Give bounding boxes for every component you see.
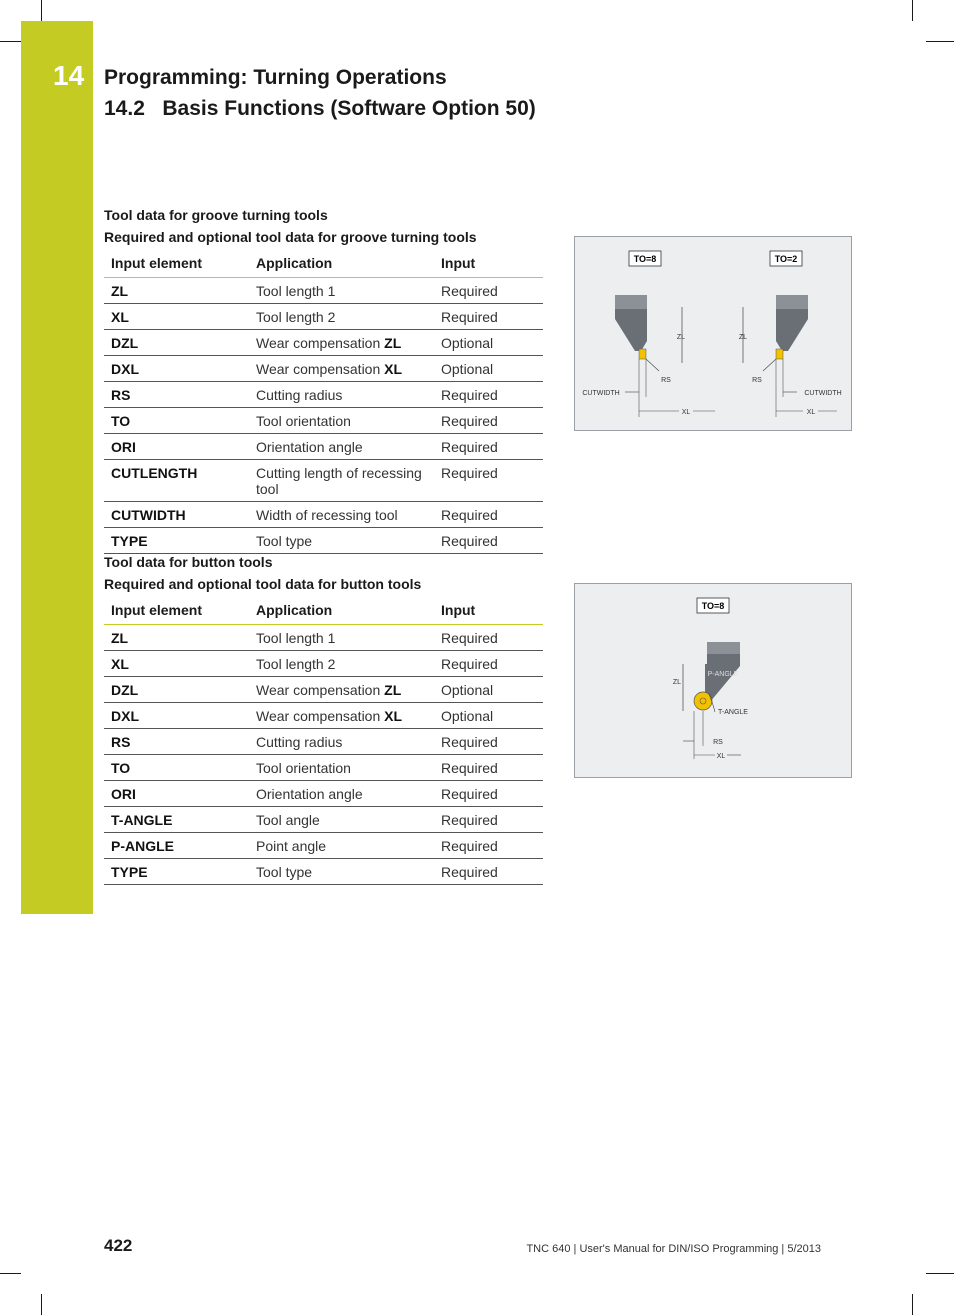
application-text: Width of recessing tool <box>256 507 398 523</box>
left-tool-shank <box>615 295 647 309</box>
application-cell <box>249 807 434 833</box>
application-cell <box>249 382 434 408</box>
left-zl-label: ZL <box>676 334 686 341</box>
groove-table <box>104 250 543 554</box>
crop-mark <box>912 1294 913 1315</box>
input-cell: Required <box>434 807 543 833</box>
crop-mark <box>41 1294 42 1315</box>
input-cell: Optional <box>434 356 543 382</box>
button-tool-figure <box>574 583 852 778</box>
table-row <box>104 460 543 502</box>
input-element-cell: XL <box>104 304 249 330</box>
application-cell <box>249 833 434 859</box>
left-cutwidth-label: CUTWIDTH <box>582 390 620 397</box>
application-cell <box>249 278 434 304</box>
input-element-cell: DXL <box>104 703 249 729</box>
groove-tool-diagram <box>575 237 851 430</box>
input-cell: Required <box>434 382 543 408</box>
application-cell <box>249 460 434 502</box>
chapter-title: Programming: Turning Operations <box>104 66 447 89</box>
column-header: Input <box>434 597 543 625</box>
input-element-cell: P-ANGLE <box>104 833 249 859</box>
application-text: Wear compensation <box>256 335 385 351</box>
application-text: Tool orientation <box>256 413 351 429</box>
zl-label: ZL <box>672 679 682 686</box>
to-label: TO=8 <box>701 601 725 611</box>
application-emphasis: XL <box>384 361 403 377</box>
to-left-label: TO=8 <box>633 254 657 264</box>
table-row <box>104 278 543 304</box>
table-row <box>104 781 543 807</box>
input-element-cell: TYPE <box>104 859 249 885</box>
application-cell <box>249 625 434 651</box>
table-row <box>104 434 543 460</box>
t-angle-label: T-ANGLE <box>718 709 748 716</box>
input-cell: Required <box>434 729 543 755</box>
section-title <box>104 97 536 121</box>
chapter-sidebar <box>21 21 93 914</box>
application-text: Wear compensation <box>256 361 385 377</box>
application-text: Tool length 2 <box>256 656 336 672</box>
column-header: Application <box>249 250 434 278</box>
p-angle-label: P-ANGLE <box>707 671 739 678</box>
table-row <box>104 729 543 755</box>
application-text: Orientation angle <box>256 786 363 802</box>
input-element-cell: TYPE <box>104 528 249 554</box>
application-cell <box>249 304 434 330</box>
left-xl-label: XL <box>681 409 691 416</box>
table-row <box>104 382 543 408</box>
button-tool-diagram <box>575 584 851 777</box>
application-emphasis: XL <box>384 708 403 724</box>
input-cell: Required <box>434 833 543 859</box>
page-number: 422 <box>104 1236 133 1255</box>
input-cell: Required <box>434 755 543 781</box>
input-cell: Required <box>434 408 543 434</box>
groove-tool-figure <box>574 236 852 431</box>
input-cell: Required <box>434 460 543 502</box>
input-element-cell: TO <box>104 408 249 434</box>
application-cell <box>249 781 434 807</box>
input-element-cell: ZL <box>104 625 249 651</box>
application-text: Wear compensation <box>256 708 385 724</box>
button-heading: Tool data for button tools <box>104 554 273 570</box>
section-number: 14.2 <box>104 97 145 120</box>
input-cell: Optional <box>434 703 543 729</box>
table-row <box>104 703 543 729</box>
column-header: Input element <box>104 250 249 278</box>
input-element-cell: DZL <box>104 677 249 703</box>
input-element-cell: RS <box>104 729 249 755</box>
input-cell: Optional <box>434 330 543 356</box>
input-element-cell: TO <box>104 755 249 781</box>
xl-label: XL <box>716 753 726 760</box>
application-text: Tool length 2 <box>256 309 336 325</box>
crop-mark <box>0 41 21 42</box>
application-cell <box>249 330 434 356</box>
right-cutwidth-label: CUTWIDTH <box>804 390 842 397</box>
button-table-body <box>104 625 543 885</box>
crop-mark <box>41 0 42 21</box>
input-cell: Required <box>434 304 543 330</box>
input-cell: Required <box>434 625 543 651</box>
application-cell <box>249 859 434 885</box>
chapter-number: 14 <box>53 60 85 91</box>
left-insert <box>639 349 646 359</box>
application-cell <box>249 434 434 460</box>
input-cell: Required <box>434 781 543 807</box>
input-element-cell: T-ANGLE <box>104 807 249 833</box>
rs-label: RS <box>713 739 723 746</box>
button-tool-shank <box>707 642 740 654</box>
table-row <box>104 859 543 885</box>
application-cell <box>249 729 434 755</box>
right-xl-label: XL <box>806 409 816 416</box>
application-text: Wear compensation <box>256 682 385 698</box>
table-header-row <box>104 597 543 625</box>
table-row <box>104 528 543 554</box>
input-cell: Required <box>434 434 543 460</box>
input-cell: Optional <box>434 677 543 703</box>
application-text: Tool length 1 <box>256 283 336 299</box>
input-element-cell: DZL <box>104 330 249 356</box>
application-cell <box>249 356 434 382</box>
application-emphasis: ZL <box>384 682 402 698</box>
input-element-cell: ORI <box>104 781 249 807</box>
input-element-cell: CUTWIDTH <box>104 502 249 528</box>
table-row <box>104 304 543 330</box>
button-subheading: Required and optional tool data for button tools <box>104 576 422 592</box>
right-rs-leader <box>763 359 776 371</box>
crop-mark <box>912 0 913 21</box>
column-header: Input <box>434 250 543 278</box>
application-emphasis: ZL <box>384 335 402 351</box>
input-cell: Required <box>434 528 543 554</box>
application-text: Tool orientation <box>256 760 351 776</box>
input-cell: Required <box>434 502 543 528</box>
application-cell <box>249 528 434 554</box>
application-text: Cutting radius <box>256 734 343 750</box>
table-row <box>104 677 543 703</box>
column-header: Application <box>249 597 434 625</box>
crop-mark <box>926 41 954 42</box>
section-name: Basis Functions (Software Option 50) <box>162 97 536 120</box>
input-cell: Required <box>434 859 543 885</box>
application-cell <box>249 651 434 677</box>
right-insert <box>776 349 783 359</box>
groove-heading: Tool data for groove turning tools <box>104 207 328 223</box>
input-element-cell: RS <box>104 382 249 408</box>
application-text: Cutting length of recessing tool <box>256 465 422 497</box>
application-text: Tool type <box>256 533 313 549</box>
application-text: Tool angle <box>256 812 320 828</box>
table-row <box>104 651 543 677</box>
application-cell <box>249 677 434 703</box>
right-tool-shank <box>776 295 808 309</box>
table-row <box>104 755 543 781</box>
application-cell <box>249 408 434 434</box>
column-header: Input element <box>104 597 249 625</box>
crop-mark <box>926 1273 954 1274</box>
application-cell <box>249 755 434 781</box>
input-cell: Required <box>434 278 543 304</box>
application-text: Tool length 1 <box>256 630 336 646</box>
to-right-label: TO=2 <box>774 254 798 264</box>
application-text: Cutting radius <box>256 387 343 403</box>
groove-subheading: Required and optional tool data for groove turning tools <box>104 229 477 245</box>
table-header-row <box>104 250 543 278</box>
input-element-cell: XL <box>104 651 249 677</box>
table-row <box>104 408 543 434</box>
page-footer: TNC 640 | User's Manual for DIN/ISO Programming | 5/2013 <box>526 1243 821 1255</box>
input-element-cell: CUTLENGTH <box>104 460 249 502</box>
table-row <box>104 833 543 859</box>
application-cell <box>249 502 434 528</box>
input-element-cell: ORI <box>104 434 249 460</box>
table-row <box>104 330 543 356</box>
right-rs-label: RS <box>752 377 762 384</box>
groove-table-body <box>104 278 543 554</box>
right-zl-label: ZL <box>738 334 748 341</box>
crop-mark <box>0 1273 21 1274</box>
left-rs-leader <box>646 359 659 371</box>
table-row <box>104 502 543 528</box>
table-row <box>104 807 543 833</box>
application-text: Orientation angle <box>256 439 363 455</box>
table-row <box>104 625 543 651</box>
input-element-cell: ZL <box>104 278 249 304</box>
application-text: Tool type <box>256 864 313 880</box>
button-table <box>104 597 543 885</box>
application-text: Point angle <box>256 838 327 854</box>
input-element-cell: DXL <box>104 356 249 382</box>
application-cell <box>249 703 434 729</box>
table-row <box>104 356 543 382</box>
input-cell: Required <box>434 651 543 677</box>
left-rs-label: RS <box>661 377 671 384</box>
